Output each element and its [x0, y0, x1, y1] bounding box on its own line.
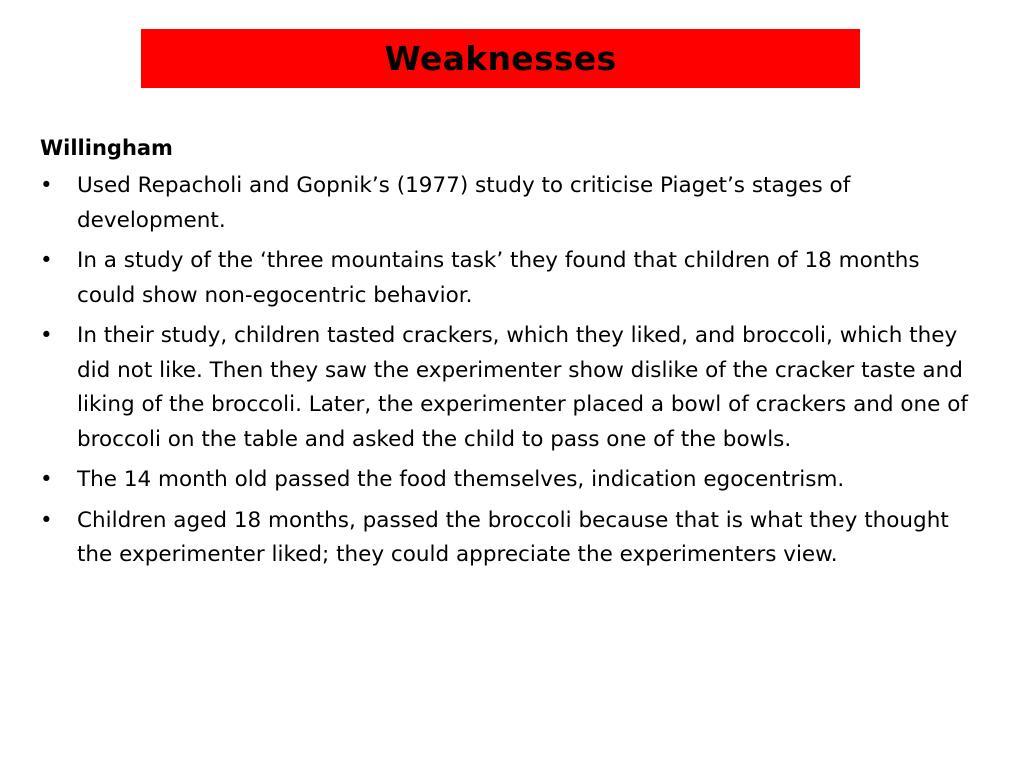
bullet-item — [40, 169, 980, 238]
bullet-item — [40, 319, 980, 457]
bullet-text: Used Repacholi and Gopnik’s (1977) study to criticise Piaget’s stages of development. — [77, 173, 851, 233]
bullet-text: In their study, children tasted crackers, which they liked, and broccoli, which they did not like. Then they saw the experimenter show dislike of the cracker taste and liking of the broccoli. Later, the experimenter placed a bowl of crackers and one of broccoli on the table and asked the child to pass one of the bowls. — [77, 323, 968, 452]
slide-content — [40, 131, 980, 579]
bullet-item — [40, 504, 980, 573]
bullet-icon: • — [40, 507, 53, 533]
bullet-list — [40, 169, 980, 573]
bullet-icon: • — [40, 323, 53, 348]
subheading: Willingham — [40, 136, 173, 160]
bullet-icon: • — [40, 173, 53, 198]
bullet-icon: • — [40, 248, 53, 273]
bullet-text: The 14 month old passed the food themselves, indication egocentrism. — [77, 467, 845, 492]
bullet-icon: • — [40, 467, 53, 492]
title-bar — [141, 29, 860, 88]
bullet-text: Children aged 18 months, passed the broccoli because that is what they thought the experimenter liked; they could appreciate the experimenters view. — [77, 507, 949, 567]
bullet-item — [40, 463, 980, 498]
slide-title: Weaknesses — [384, 39, 617, 78]
bullet-item — [40, 244, 980, 313]
bullet-text: In a study of the ‘three mountains task’ they found that children of 18 months could show non-egocentric behavior. — [77, 248, 920, 308]
